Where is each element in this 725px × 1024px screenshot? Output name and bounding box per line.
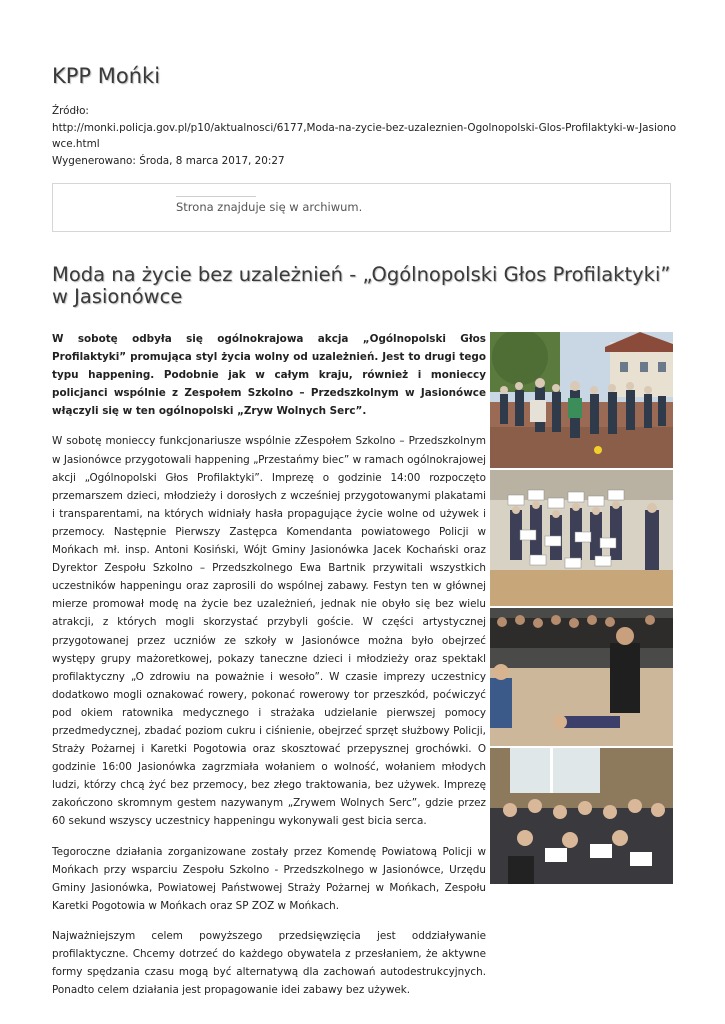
source-url[interactable]: http://monki.policja.gov.pl/p10/aktualnosci/6177,Moda-na-zycie-bez-uzaleznien-Ogolnopolski-Glos-Profilaktyki-w-Jasionowce.html xyxy=(52,121,677,150)
article-paragraph-1: W sobotę monieccy funkcjonariusze wspólnie zZespołem Szkolno – Przedszkolnym w Jasionówce przygotowali happening „Przestańmy biec” w ramach ogólnokrajowej akcji „Ogólnopolski Głos Profilaktyki”. Imprezę o godzinie 14:00 rozpoczęto przemarszem dzieci, młodzieży i dorosłych z wcześniej przygotowanymi plakatami i transparentami, na których widniały hasła propagujące życie wolne od używek i przemocy. Następnie Pierwszy Zastępca Komendanta powiatowego Policji w Mońkach mł. insp. Antoni Kosiński, Wójt Gminy Jasionówka Jacek Kochański oraz Dyrektor Zespołu Szkolno – Przedszkolnego Ewa Bartnik przywitali wszystkich uczestników happeningu oraz zaprosili do wspólnej zabawy. Festyn ten w głównej mierze promował modę na życie bez uzależnień, jednak nie obyło się bez wielu atrakcji, z których mogli skorzystać przybyli goście. W części artystycznej przygotowanej przez uczniów ze szkoły w Jasionówce można było obejrzeć występy grupy mażoretkowej, pokazy taneczne dzieci i młodzieży oraz spektakl profilaktyczny „O zdrowiu na poważnie i wesoło”. W czasie imprezy uczestnicy dodatkowo mogli oznakować rowery, pokonać rowerowy tor przeszkód, poćwiczyć pod okiem ratownika medycznego i strażaka udzielanie pierwszej pomocy przedmedycznej, zbadać poziom cukru i ciśnienie, obejrzeć sprzęt służbowy Policji, Straży Pożarnej i Karetki Pogotowia oraz skosztować przepysznej grochówki. O godzinie 16:00 Jasionówka zagrzmiała wołaniem o wolność, wołaniem młodych ludzi, którzy chcą żyć bez przemocy, bez złego traktowania, bez używek. Imprezę zakończono skromnym gestem nazywanym „Zrywem Wolnych Serc”, gdzie przez 60 sekund wszyscy uczestnicy happeningu wykonywali gest bicia serca. xyxy=(52,435,486,828)
photo-group-signs xyxy=(490,470,673,606)
photo-march xyxy=(490,332,673,468)
site-title: KPP Mońki xyxy=(52,64,161,88)
archive-notice-text: Strona znajduje się w archiwum. xyxy=(176,200,363,214)
article-body xyxy=(52,330,486,1011)
article-title: Moda na życie bez uzależnień - „Ogólnopolski Głos Profilaktyki” w Jasionówce xyxy=(52,263,671,308)
document-meta xyxy=(52,103,677,169)
archive-notice xyxy=(52,183,671,232)
notice-divider xyxy=(176,196,256,197)
source-label: Źródło: xyxy=(52,105,89,117)
article-paragraph-3: Najważniejszym celem powyższego przedsięwzięcia jest oddziaływanie profilaktyczne. Chcemy dotrzeć do każdego obywatela z przesłaniem, że aktywne formy spędzania czasu mogą być alternatywą dla zachowań autodestrukcyjnych. Ponadto celem działania jest propagowanie idei zabawy bez używek. xyxy=(52,929,486,997)
article-lead: W sobotę odbyła się ogólnokrajowa akcja „Ogólnopolski Głos Profilaktyki” promująca styl życia wolny od uzależnień. Jest to drugi tego typu happening. Podobnie jak w całym kraju, również i monieccy policjanci wspólnie z Zespołem Szkolno – Przedszkolnym w Jasionówce włączyli się w ten ogólnopolski „Zryw Wolnych Serc”. xyxy=(52,333,486,418)
photo-first-aid xyxy=(490,608,673,746)
generated-date: Wygenerowano: Środa, 8 marca 2017, 20:27 xyxy=(52,154,285,167)
article-paragraph-2: Tegoroczne działania zorganizowane zostały przez Komendę Powiatową Policji w Mońkach przy wsparciu Zespołu Szkolno - Przedszkolnego w Jasionówce, Urzędu Gminy Jasionówka, Powiatowej Państwowej Straży Pożarnej w Mońkach, Zespołu Karetki Pogotowia w Mońkach oraz SP ZOZ w Mońkach. xyxy=(52,845,486,912)
photo-children-hall xyxy=(490,748,673,884)
